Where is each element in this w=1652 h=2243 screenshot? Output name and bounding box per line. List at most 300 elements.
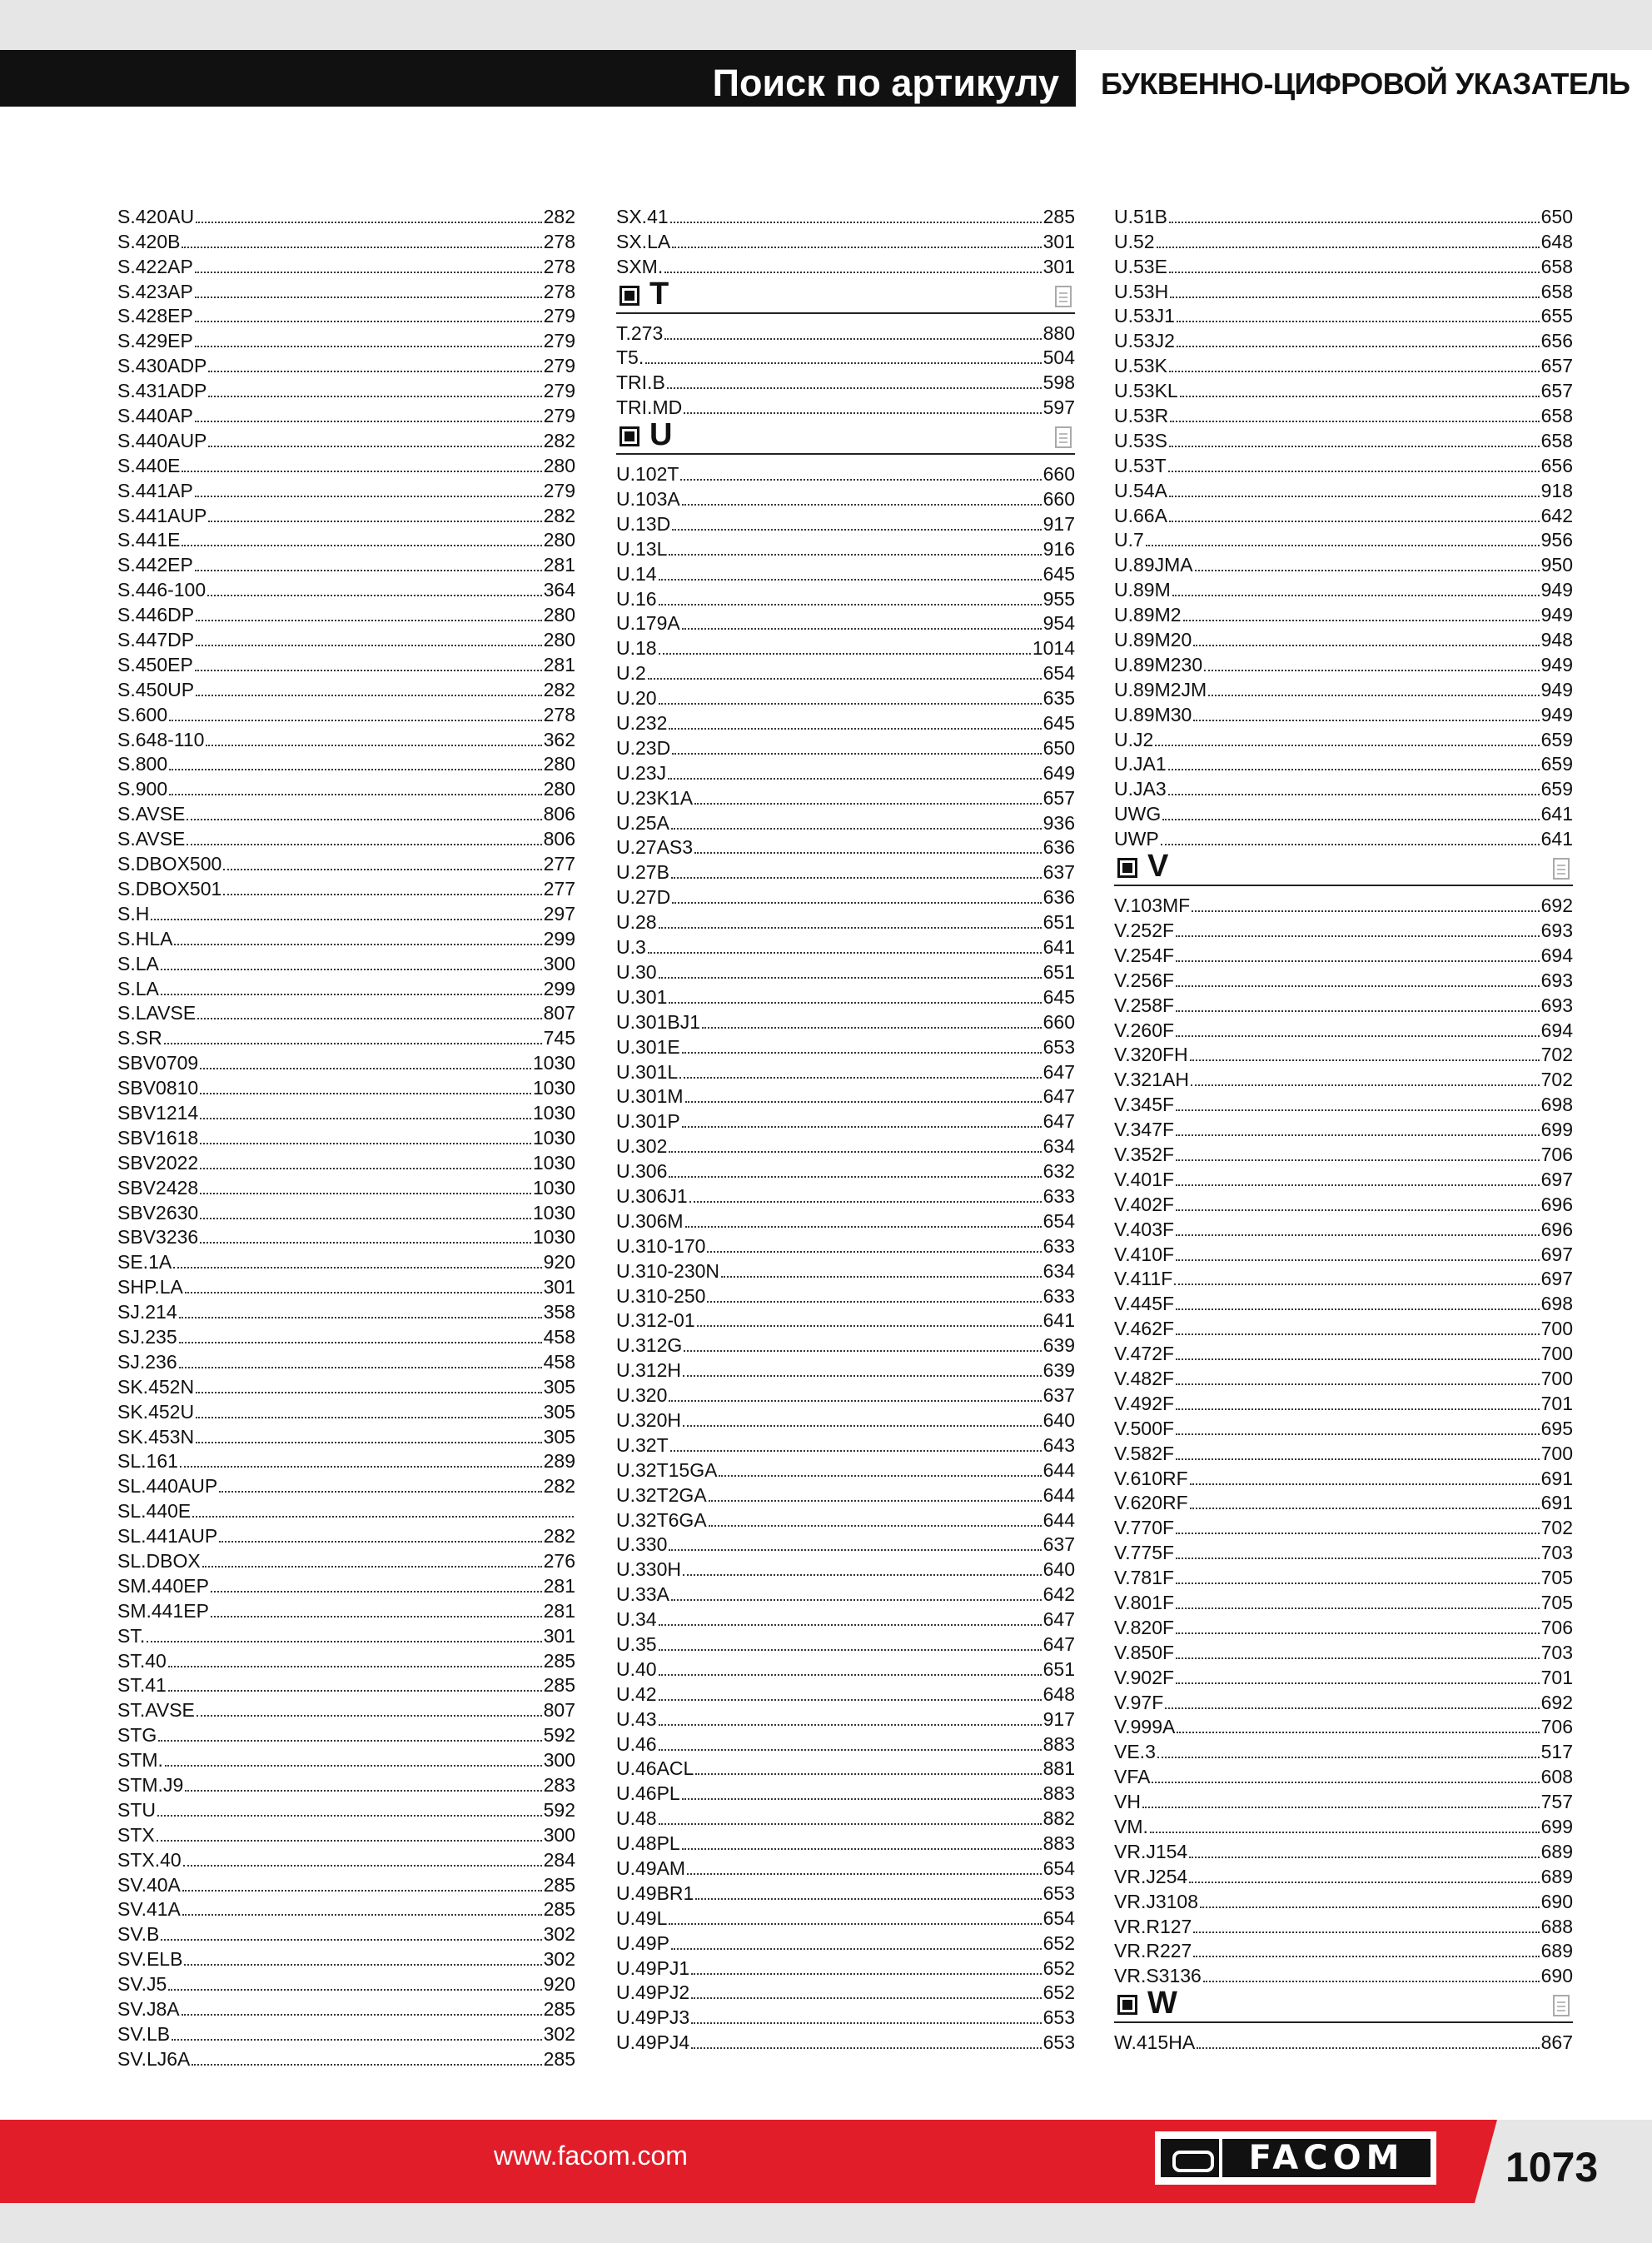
dot-leader [1176, 1383, 1540, 1385]
index-entry[interactable] [616, 560, 1075, 585]
index-entry[interactable] [616, 809, 1075, 834]
index-entry[interactable] [1114, 891, 1573, 916]
article-code: U.312G [616, 1334, 683, 1357]
index-entry[interactable] [1114, 1090, 1573, 1115]
index-entry[interactable] [1114, 675, 1573, 700]
index-entry[interactable] [117, 1796, 575, 1821]
index-entry[interactable] [117, 1696, 575, 1721]
index-entry[interactable] [1114, 1016, 1573, 1041]
index-entry[interactable] [616, 1580, 1075, 1605]
index-entry[interactable] [1114, 302, 1573, 327]
index-entry[interactable] [1114, 1339, 1573, 1364]
index-entry[interactable] [616, 1655, 1075, 1680]
index-entry[interactable] [1114, 1638, 1573, 1663]
index-entry[interactable] [117, 1373, 575, 1398]
page-reference: 745 [543, 1027, 575, 1049]
index-entry[interactable] [616, 1979, 1075, 2004]
index-entry[interactable] [117, 601, 575, 626]
index-entry[interactable] [616, 1456, 1075, 1481]
page-reference: 696 [1540, 1193, 1573, 1215]
index-entry[interactable] [616, 958, 1075, 983]
page-reference: 608 [1540, 1766, 1573, 1788]
index-entry[interactable] [1114, 1588, 1573, 1613]
dot-leader [1176, 1358, 1540, 1360]
article-code: STX.40 [117, 1848, 182, 1871]
index-entry[interactable] [616, 734, 1075, 759]
index-entry[interactable] [616, 659, 1075, 684]
dot-leader [1162, 819, 1539, 820]
index-entry[interactable] [1114, 451, 1573, 476]
index-entry[interactable] [117, 526, 575, 551]
index-entry[interactable] [1114, 966, 1573, 991]
index-entry[interactable] [1114, 526, 1573, 551]
page-reference: 285 [543, 1873, 575, 1896]
dot-leader [1195, 570, 1540, 571]
index-entry[interactable] [616, 344, 1075, 369]
index-entry[interactable] [117, 1672, 575, 1697]
index-entry[interactable] [117, 1647, 575, 1672]
index-entry[interactable] [616, 202, 1075, 227]
index-entry[interactable] [616, 1107, 1075, 1132]
index-entry[interactable] [616, 883, 1075, 908]
index-entry[interactable] [616, 393, 1075, 418]
article-code: VH [1114, 1791, 1141, 1813]
index-entry[interactable] [616, 1232, 1075, 1257]
index-entry[interactable] [1114, 1563, 1573, 1588]
index-entry[interactable] [117, 950, 575, 974]
article-code: S.442EP [117, 554, 193, 576]
dot-leader [195, 421, 542, 422]
index-entry[interactable] [616, 510, 1075, 535]
header-bar [0, 50, 1076, 107]
dot-leader [1208, 695, 1539, 696]
index-entry[interactable] [117, 1597, 575, 1622]
index-entry[interactable] [117, 1099, 575, 1124]
index-entry[interactable] [616, 1257, 1075, 1282]
dot-leader [183, 1865, 542, 1867]
page-reference: 278 [543, 703, 575, 725]
index-entry[interactable] [616, 610, 1075, 635]
dot-leader [1176, 1259, 1540, 1261]
index-entry[interactable] [117, 974, 575, 999]
page-reference: 690 [1540, 1965, 1573, 1987]
index-entry[interactable] [117, 1846, 575, 1871]
square-bullet-icon [620, 426, 639, 446]
index-entry[interactable] [616, 1406, 1075, 1431]
index-entry[interactable] [1114, 2028, 1573, 2053]
index-entry[interactable] [616, 368, 1075, 393]
article-code: V.500F [1114, 1417, 1175, 1439]
index-entry[interactable] [117, 2020, 575, 2045]
index-entry[interactable] [1114, 991, 1573, 1016]
index-entry[interactable] [616, 858, 1075, 883]
index-entry[interactable] [117, 626, 575, 650]
article-code: U.53KL [1114, 380, 1178, 402]
index-entry[interactable] [1114, 825, 1573, 850]
index-entry[interactable] [117, 1622, 575, 1647]
index-entry[interactable] [117, 1995, 575, 2020]
index-entry[interactable] [117, 1298, 575, 1323]
index-entry[interactable] [117, 252, 575, 277]
index-entry[interactable] [616, 1854, 1075, 1879]
page-reference: 658 [1540, 405, 1573, 427]
index-entry[interactable] [1114, 1115, 1573, 1140]
page-reference: 651 [1042, 1657, 1075, 1680]
index-entry[interactable] [1114, 626, 1573, 650]
index-entry[interactable] [1114, 1937, 1573, 1962]
page-reference: 645 [1042, 562, 1075, 585]
index-entry[interactable] [616, 1331, 1075, 1356]
index-entry[interactable] [1114, 1439, 1573, 1464]
index-entry[interactable] [117, 999, 575, 1024]
index-entry[interactable] [1114, 227, 1573, 252]
index-entry[interactable] [117, 1049, 575, 1074]
index-entry[interactable] [117, 1821, 575, 1846]
index-entry[interactable] [1114, 401, 1573, 426]
index-entry[interactable] [117, 1074, 575, 1099]
page-reference: 504 [1042, 346, 1075, 369]
index-entry[interactable] [117, 227, 575, 252]
index-entry[interactable] [616, 1705, 1075, 1730]
index-entry[interactable] [1114, 1240, 1573, 1265]
index-entry[interactable] [1114, 1314, 1573, 1339]
page-reference: 659 [1540, 728, 1573, 750]
page-reference: 703 [1540, 1641, 1573, 1663]
footer-url-link[interactable]: www.facom.com [494, 2141, 688, 2171]
page-reference: 706 [1540, 1143, 1573, 1165]
index-entry[interactable] [117, 1248, 575, 1273]
index-entry[interactable] [117, 1547, 575, 1572]
index-entry[interactable] [117, 1746, 575, 1771]
index-entry[interactable] [616, 1755, 1075, 1780]
index-entry[interactable] [616, 784, 1075, 809]
index-entry[interactable] [1114, 1165, 1573, 1190]
dot-leader [670, 222, 1042, 223]
index-entry[interactable] [1114, 1613, 1573, 1638]
index-entry[interactable] [1114, 1688, 1573, 1713]
index-entry[interactable] [1114, 476, 1573, 501]
index-entry[interactable] [117, 302, 575, 327]
index-entry[interactable] [616, 1730, 1075, 1755]
index-entry[interactable] [616, 1182, 1075, 1207]
dot-leader [1168, 794, 1540, 795]
index-entry[interactable] [616, 1157, 1075, 1182]
page-reference: 649 [1042, 761, 1075, 784]
index-entry[interactable] [117, 650, 575, 675]
article-code: U.49PJ4 [616, 2031, 690, 2054]
article-code: U.51B [1114, 205, 1167, 227]
dot-leader [200, 1068, 531, 1069]
index-entry[interactable] [117, 1945, 575, 1970]
index-entry[interactable] [1114, 1190, 1573, 1215]
index-entry[interactable] [1114, 1538, 1573, 1563]
index-entry[interactable] [616, 1356, 1075, 1381]
index-entry[interactable] [1114, 1663, 1573, 1688]
index-entry[interactable] [1114, 725, 1573, 750]
index-entry[interactable] [117, 1423, 575, 1448]
dot-leader [670, 1450, 1042, 1452]
article-code: V.620RF [1114, 1492, 1188, 1514]
article-code: V.820F [1114, 1616, 1175, 1638]
index-entry[interactable] [117, 725, 575, 750]
dot-leader [1176, 935, 1540, 937]
index-entry[interactable] [616, 535, 1075, 560]
index-entry[interactable] [616, 1058, 1075, 1083]
article-code: U.46ACL [616, 1757, 694, 1780]
index-entry[interactable] [1114, 750, 1573, 775]
index-entry[interactable] [1114, 202, 1573, 227]
index-entry[interactable] [1114, 551, 1573, 576]
index-entry[interactable] [117, 401, 575, 426]
article-code: U.302 [616, 1135, 668, 1158]
index-entry[interactable] [616, 1879, 1075, 1904]
article-code: ST. [117, 1624, 146, 1647]
index-entry[interactable] [616, 2028, 1075, 2053]
index-entry[interactable] [1114, 1713, 1573, 1738]
index-entry[interactable] [117, 376, 575, 401]
index-entry[interactable] [117, 1522, 575, 1547]
index-entry[interactable] [616, 1804, 1075, 1829]
index-entry[interactable] [616, 1779, 1075, 1804]
index-entry[interactable] [616, 252, 1075, 277]
index-entry[interactable] [1114, 1862, 1573, 1887]
index-entry[interactable] [117, 1970, 575, 1995]
index-entry[interactable] [616, 1829, 1075, 1854]
dot-leader [672, 529, 1041, 531]
index-entry[interactable] [117, 1497, 575, 1522]
index-entry[interactable] [1114, 1464, 1573, 1489]
article-code: SL.161 [117, 1450, 178, 1473]
index-entry[interactable] [117, 326, 575, 351]
dot-leader [1203, 1981, 1540, 1982]
index-entry[interactable] [1114, 1389, 1573, 1414]
page-reference: 657 [1540, 380, 1573, 402]
index-entry[interactable] [616, 2003, 1075, 2028]
index-entry[interactable] [616, 834, 1075, 859]
article-code: U.89JMA [1114, 554, 1193, 576]
index-entry[interactable] [616, 1132, 1075, 1157]
index-entry[interactable] [616, 485, 1075, 510]
article-code: S.H [117, 902, 150, 925]
index-entry[interactable] [616, 319, 1075, 344]
page-reference: 917 [1042, 1707, 1075, 1730]
page-reference: 289 [543, 1450, 575, 1473]
index-entry[interactable] [1114, 1215, 1573, 1240]
page-reference: 282 [543, 1525, 575, 1548]
dot-leader [1169, 371, 1540, 372]
index-entry[interactable] [616, 1033, 1075, 1058]
dot-leader [668, 778, 1042, 780]
index-entry[interactable] [1114, 426, 1573, 451]
index-entry[interactable] [616, 634, 1075, 659]
article-code: SM.440EP [117, 1574, 209, 1597]
article-code: U.103A [616, 488, 680, 511]
index-entry[interactable] [117, 1472, 575, 1497]
index-entry[interactable] [117, 476, 575, 501]
index-entry[interactable] [1114, 1837, 1573, 1862]
index-entry[interactable] [1114, 1961, 1573, 1986]
dot-leader [1176, 1533, 1540, 1534]
article-code: V.97F [1114, 1691, 1164, 1713]
index-entry[interactable] [117, 277, 575, 302]
index-entry[interactable] [1114, 775, 1573, 800]
index-entry[interactable] [1114, 326, 1573, 351]
index-entry[interactable] [117, 1024, 575, 1049]
index-entry[interactable] [117, 800, 575, 825]
index-entry[interactable] [616, 1381, 1075, 1406]
index-entry[interactable] [616, 227, 1075, 252]
index-entry[interactable] [117, 775, 575, 800]
article-code: S.450EP [117, 653, 193, 675]
index-entry[interactable] [117, 675, 575, 700]
index-entry[interactable] [117, 900, 575, 925]
index-entry[interactable] [117, 202, 575, 227]
index-entry[interactable] [616, 1555, 1075, 1580]
index-entry[interactable] [117, 1771, 575, 1796]
index-entry[interactable] [616, 460, 1075, 485]
index-entry[interactable] [117, 825, 575, 850]
article-code: VR.J3108 [1114, 1890, 1199, 1912]
dot-leader [207, 595, 541, 596]
index-entry[interactable] [117, 1920, 575, 1945]
index-entry[interactable] [1114, 601, 1573, 626]
index-entry[interactable] [1114, 800, 1573, 825]
index-entry[interactable] [1114, 1140, 1573, 1165]
index-entry[interactable] [616, 1904, 1075, 1929]
index-entry[interactable] [117, 1572, 575, 1597]
dot-leader [169, 769, 542, 770]
index-entry[interactable] [1114, 650, 1573, 675]
dot-leader [671, 828, 1042, 830]
index-entry[interactable] [117, 750, 575, 775]
index-entry[interactable] [616, 1954, 1075, 1979]
index-entry[interactable] [1114, 1887, 1573, 1912]
index-entry[interactable] [117, 1174, 575, 1199]
index-entry[interactable] [616, 585, 1075, 610]
index-entry[interactable] [1114, 1513, 1573, 1538]
index-entry[interactable] [117, 1149, 575, 1174]
section-header-t [616, 277, 1075, 314]
index-entry[interactable] [1114, 1265, 1573, 1290]
page-reference: 702 [1540, 1069, 1573, 1091]
article-code: STM. [117, 1749, 163, 1772]
index-entry[interactable] [616, 1282, 1075, 1307]
index-entry[interactable] [1114, 1762, 1573, 1787]
index-entry[interactable] [117, 1124, 575, 1149]
index-entry[interactable] [117, 426, 575, 451]
index-entry[interactable] [1114, 501, 1573, 526]
page-reference: 651 [1042, 960, 1075, 983]
page-reference: 882 [1042, 1807, 1075, 1830]
index-entry[interactable] [1114, 351, 1573, 376]
index-entry[interactable] [117, 850, 575, 875]
index-entry[interactable] [117, 501, 575, 526]
index-entry[interactable] [117, 1348, 575, 1373]
index-entry[interactable] [616, 759, 1075, 784]
index-entry[interactable] [1114, 252, 1573, 277]
index-entry[interactable] [1114, 376, 1573, 401]
index-entry[interactable] [616, 1431, 1075, 1456]
index-entry[interactable] [117, 351, 575, 376]
index-entry[interactable] [117, 1273, 575, 1298]
article-code: SV.41A [117, 1898, 181, 1921]
page-reference: 280 [543, 454, 575, 476]
index-entry[interactable] [1114, 1041, 1573, 1066]
article-code: U.312H [616, 1359, 681, 1382]
index-entry[interactable] [117, 1224, 575, 1249]
index-entry[interactable] [1114, 277, 1573, 302]
index-entry[interactable] [616, 1307, 1075, 1332]
index-entry[interactable] [1114, 916, 1573, 941]
index-entry[interactable] [117, 700, 575, 725]
dot-leader [1190, 1483, 1540, 1485]
page-reference: 694 [1540, 944, 1573, 966]
dot-leader [1174, 1283, 1539, 1285]
index-entry[interactable] [616, 1481, 1075, 1506]
index-entry[interactable] [616, 1605, 1075, 1630]
index-entry[interactable] [616, 1008, 1075, 1033]
index-entry[interactable] [616, 1531, 1075, 1556]
index-entry[interactable] [1114, 1787, 1573, 1812]
page-reference: 285 [1042, 205, 1075, 227]
index-entry[interactable] [616, 1680, 1075, 1705]
index-entry[interactable] [1114, 700, 1573, 725]
index-entry[interactable] [616, 933, 1075, 958]
page-reference: 279 [543, 305, 575, 327]
index-entry[interactable] [1114, 1737, 1573, 1762]
index-entry[interactable] [616, 1506, 1075, 1531]
index-entry[interactable] [117, 925, 575, 950]
index-entry[interactable] [616, 1083, 1075, 1108]
index-entry[interactable] [117, 1871, 575, 1896]
index-entry[interactable] [117, 551, 575, 576]
index-entry[interactable] [1114, 1912, 1573, 1937]
dot-leader [1189, 1882, 1539, 1883]
index-entry[interactable] [1114, 1289, 1573, 1314]
index-entry[interactable] [1114, 1065, 1573, 1090]
index-entry[interactable] [616, 1207, 1075, 1232]
index-entry[interactable] [616, 684, 1075, 709]
index-entry[interactable] [117, 1323, 575, 1348]
index-entry[interactable] [117, 875, 575, 900]
index-entry[interactable] [117, 1398, 575, 1423]
index-entry[interactable] [1114, 1364, 1573, 1389]
index-entry[interactable] [117, 1199, 575, 1224]
index-entry[interactable] [117, 1448, 575, 1473]
index-entry[interactable] [1114, 576, 1573, 601]
index-entry[interactable] [616, 1929, 1075, 1954]
index-entry[interactable] [616, 709, 1075, 734]
index-entry[interactable] [1114, 1489, 1573, 1514]
article-code: U.89M30 [1114, 703, 1192, 725]
index-entry[interactable] [1114, 1414, 1573, 1439]
index-entry[interactable] [616, 1630, 1075, 1655]
page-reference: 688 [1540, 1915, 1573, 1937]
article-code: U.320 [616, 1384, 668, 1407]
index-entry[interactable] [117, 451, 575, 476]
index-entry[interactable] [117, 1721, 575, 1746]
index-entry[interactable] [117, 576, 575, 601]
index-entry[interactable] [616, 983, 1075, 1008]
index-entry[interactable] [1114, 1812, 1573, 1837]
page-reference: 806 [543, 828, 575, 850]
index-entry[interactable] [117, 2045, 575, 2070]
index-entry[interactable] [1114, 941, 1573, 966]
article-code: TRI.B [616, 371, 665, 394]
index-entry[interactable] [117, 1896, 575, 1921]
dot-leader [659, 1674, 1042, 1676]
index-entry[interactable] [616, 908, 1075, 933]
